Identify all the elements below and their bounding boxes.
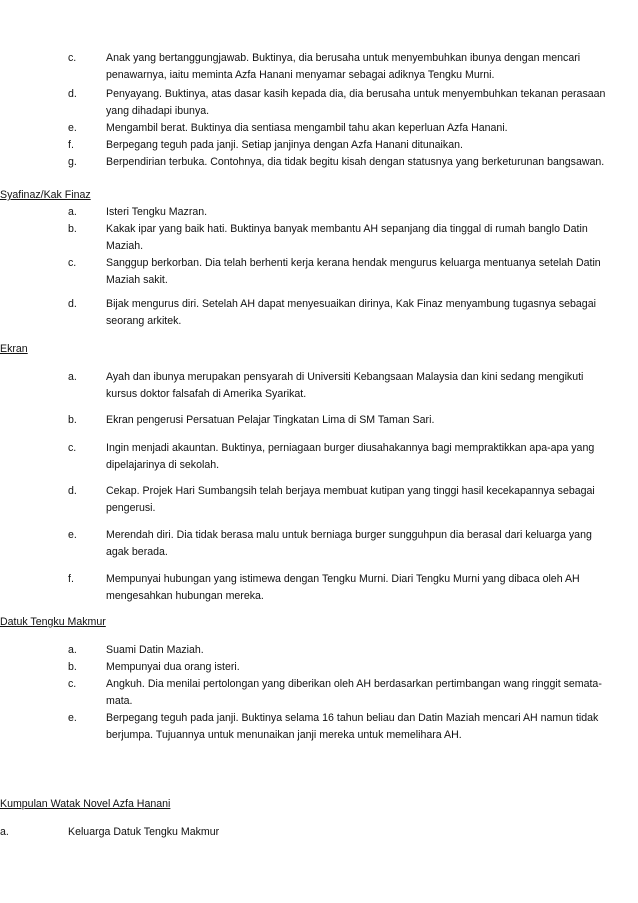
list-text: Bijak mengurus diri. Setelah AH dapat menyesuaikan dirinya, Kak Finaz menyambung tugasnya sebagai seorang arkitek. [106, 298, 596, 327]
list-text: Berpendirian terbuka. Contohnya, dia tidak begitu kisah dengan statusnya yang berketurunan bangsawan. [106, 156, 605, 168]
list-text: Mengambil berat. Buktinya dia sentiasa mengambil tahu akan keperluan Azfa Hanani. [106, 122, 508, 134]
list-text: Sanggup berkorban. Dia telah berhenti kerja kerana hendak mengurus keluarga mentuanya setelah Datin Maziah sakit. [106, 257, 601, 286]
list-marker: b. [68, 223, 77, 235]
list-text: Anak yang bertanggungjawab. Buktinya, dia berusaha untuk menyembuhkan ibunya dengan mencari penawarnya, iaitu meminta Azfa Hanani menyamar sebagai adiknya Tengku Murni. [106, 52, 581, 81]
list-marker: c. [68, 442, 77, 454]
list-text: Ekran pengerusi Persatuan Pelajar Tingkatan Lima di SM Taman Sari. [106, 414, 435, 426]
section-heading-datuk: Datuk Tengku Makmur [0, 616, 106, 628]
list-marker: c. [68, 678, 77, 690]
list-text: Isteri Tengku Mazran. [106, 206, 208, 218]
list-text: Penyayang. Buktinya, atas dasar kasih kepada dia, dia berusaha untuk menyembuhkan tekanan perasaan yang dihadapi ibunya. [106, 88, 606, 117]
list-marker: d. [68, 485, 77, 497]
list-text: Mempunyai hubungan yang istimewa dengan Tengku Murni. Diari Tengku Murni yang dibaca oleh AH mengesahkan hubungan mereka. [106, 573, 580, 602]
section-heading-kumpulan: Kumpulan Watak Novel Azfa Hanani [0, 798, 171, 810]
list-marker: b. [68, 661, 77, 673]
list-marker: a. [0, 826, 9, 838]
list-text: Ayah dan ibunya merupakan pensyarah di Universiti Kebangsaan Malaysia dan kini sedang mengikuti kursus doktor falsafah di Amerika Syarikat. [106, 371, 584, 400]
list-text: Kakak ipar yang baik hati. Buktinya banyak membantu AH sepanjang dia tinggal di rumah banglo Datin Maziah. [106, 223, 588, 252]
list-marker: c. [68, 52, 77, 64]
list-text: Berpegang teguh pada janji. Setiap janjinya dengan Azfa Hanani ditunaikan. [106, 139, 463, 151]
list-marker: d. [68, 298, 77, 310]
list-text: Berpegang teguh pada janji. Buktinya selama 16 tahun beliau dan Datin Maziah mencari AH namun tidak berjumpa. Tujuannya untuk menunaikan janji mereka untuk memelihara AH. [106, 712, 599, 741]
list-marker: g. [68, 156, 77, 168]
list-marker: e. [68, 712, 77, 724]
section-heading-syafinaz: Syafinaz/Kak Finaz [0, 189, 91, 201]
list-marker: a. [68, 206, 77, 218]
list-marker: a. [68, 644, 77, 656]
list-marker: d. [68, 88, 77, 100]
list-text: Angkuh. Dia menilai pertolongan yang diberikan oleh AH berdasarkan pertimbangan wang ringgit semata-mata. [106, 678, 602, 707]
list-marker: b. [68, 414, 77, 426]
list-marker: e. [68, 529, 77, 541]
list-marker: a. [68, 371, 77, 383]
list-marker: e. [68, 122, 77, 134]
list-text: Mempunyai dua orang isteri. [106, 661, 240, 673]
list-marker: f. [68, 139, 74, 151]
list-text: Keluarga Datuk Tengku Makmur [68, 826, 220, 838]
section-heading-ekran: Ekran [0, 343, 28, 355]
list-text: Cekap. Projek Hari Sumbangsih telah berjaya membuat kutipan yang tinggi hasil kecekapannya sebagai pengerusi. [106, 485, 595, 514]
list-marker: c. [68, 257, 77, 269]
list-text: Ingin menjadi akauntan. Buktinya, perniagaan burger diusahakannya bagi mempraktikkan apa-apa yang dipelajarinya di sekolah. [106, 442, 595, 471]
list-text: Suami Datin Maziah. [106, 644, 204, 656]
list-text: Merendah diri. Dia tidak berasa malu untuk berniaga burger sungguhpun dia berasal dari keluarga yang agak berada. [106, 529, 592, 558]
list-marker: f. [68, 573, 74, 585]
